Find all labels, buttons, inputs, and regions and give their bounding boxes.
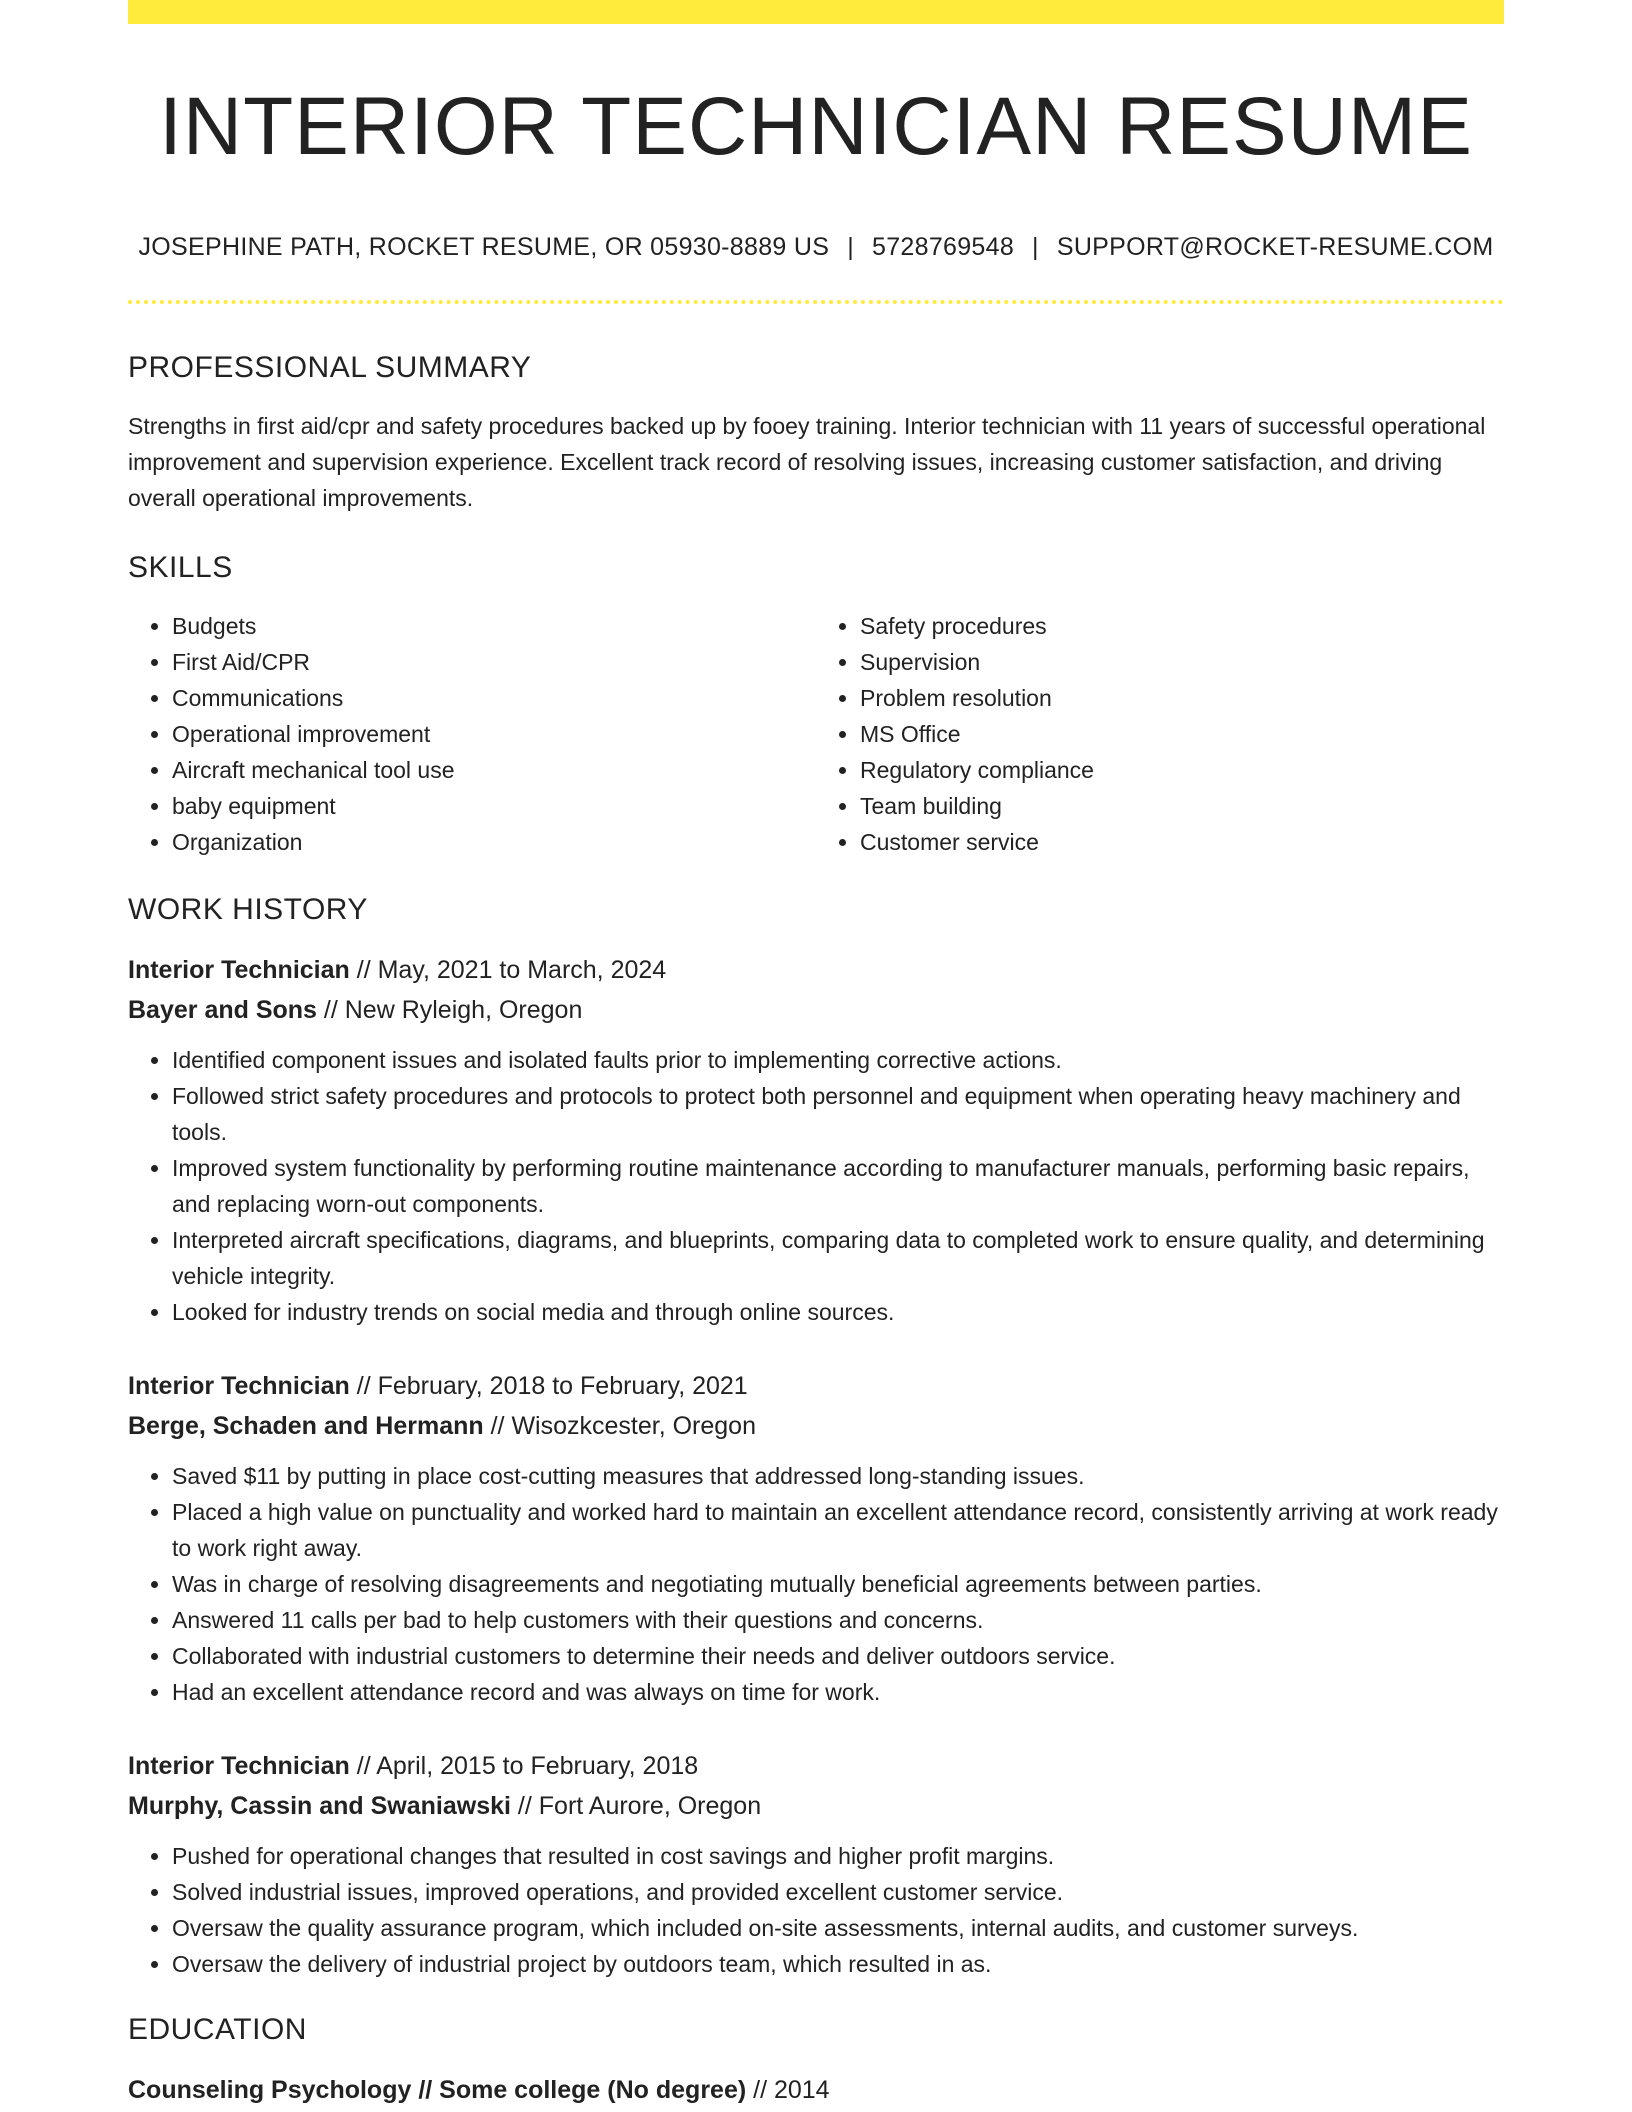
skills-list — [128, 608, 1504, 860]
contact-line — [128, 232, 1504, 262]
job-bullet: • Oversaw the delivery of industrial project by outdoors team, which resulted in as. — [172, 1946, 1504, 1982]
summary-heading: PROFESSIONAL SUMMARY — [128, 351, 532, 384]
skill-item: • Problem resolution — [860, 680, 1504, 716]
skill-item: • Customer service — [860, 824, 1504, 860]
job-bullet: • Placed a high value on punctuality and worked hard to maintain an excellent attendance record, consistently arriving at work ready to work right away. — [172, 1494, 1504, 1566]
skill-item: • Team building — [860, 788, 1504, 824]
job-bullet: • Had an excellent attendance record and was always on time for work. — [172, 1674, 1504, 1710]
job-title: Interior Technician — [128, 1372, 350, 1400]
education-entry — [128, 2070, 1504, 2110]
education-heading: EDUCATION — [128, 2013, 307, 2046]
work-history-heading: WORK HISTORY — [128, 893, 368, 926]
job-bullets — [128, 1838, 1504, 1982]
contact-separator: | — [1032, 233, 1039, 261]
contact-email: SUPPORT@ROCKET-RESUME.COM — [1056, 233, 1494, 261]
job-bullet: • Answered 11 calls per bad to help customers with their questions and concerns. — [172, 1602, 1504, 1638]
skill-item: • MS Office — [860, 716, 1504, 752]
job-location: // New Ryleigh, Oregon — [316, 996, 583, 1024]
job-company-line — [128, 1786, 1504, 1826]
skill-item: • Safety procedures — [860, 608, 1504, 644]
job-title: Interior Technician — [128, 1752, 350, 1780]
job-title-line — [128, 1366, 1504, 1406]
job-dates: // April, 2015 to February, 2018 — [349, 1752, 699, 1780]
job-company-line — [128, 1406, 1504, 1446]
education-degree: Counseling Psychology // Some college (No degree) — [128, 2076, 747, 2104]
skill-item: • Aircraft mechanical tool use — [172, 752, 816, 788]
job-bullets — [128, 1458, 1504, 1710]
accent-bar — [128, 0, 1504, 24]
job-bullet: • Saved $11 by putting in place cost-cutting measures that addressed long-standing issues. — [172, 1458, 1504, 1494]
job-entry — [128, 950, 1504, 1330]
education-year: // 2014 — [746, 2076, 830, 2104]
job-bullet: • Collaborated with industrial customers to determine their needs and deliver outdoors service. — [172, 1638, 1504, 1674]
skill-item: • Budgets — [172, 608, 816, 644]
summary-text: Strengths in first aid/cpr and safety procedures backed up by fooey training. Interior technician with 11 years of successful operational improvement and supervision experience. Excellent track record of resolving issues, increasing customer satisfaction, and driving overall operational improvements. — [128, 413, 1486, 511]
job-title: Interior Technician — [128, 956, 350, 984]
skill-item: • Organization — [172, 824, 816, 860]
job-bullet: • Identified component issues and isolated faults prior to implementing corrective actions. — [172, 1042, 1504, 1078]
contact-address: JOSEPHINE PATH, ROCKET RESUME, OR 05930-8889 US — [138, 233, 830, 261]
job-location: // Wisozkcester, Oregon — [483, 1412, 756, 1440]
dotted-divider — [128, 300, 1504, 304]
job-bullet: • Improved system functionality by performing routine maintenance according to manufacturer manuals, performing basic repairs, and replacing worn-out components. — [172, 1150, 1504, 1222]
job-bullet: • Solved industrial issues, improved operations, and provided excellent customer service. — [172, 1874, 1504, 1910]
job-entry — [128, 1746, 1504, 1982]
resume-title: INTERIOR TECHNICIAN RESUME — [159, 81, 1473, 172]
skills-column-right — [816, 608, 1504, 860]
job-location: // Fort Aurore, Oregon — [510, 1792, 762, 1820]
job-bullet: • Was in charge of resolving disagreements and negotiating mutually beneficial agreements between parties. — [172, 1566, 1504, 1602]
job-bullet: • Looked for industry trends on social media and through online sources. — [172, 1294, 1504, 1330]
job-company: Murphy, Cassin and Swaniawski — [128, 1792, 511, 1820]
skill-item: • Communications — [172, 680, 816, 716]
job-bullet: • Interpreted aircraft specifications, diagrams, and blueprints, comparing data to completed work to ensure quality, and determining vehicle integrity. — [172, 1222, 1504, 1294]
job-bullet: • Followed strict safety procedures and protocols to protect both personnel and equipment when operating heavy machinery and tools. — [172, 1078, 1504, 1150]
job-bullet: • Pushed for operational changes that resulted in cost savings and higher profit margins. — [172, 1838, 1504, 1874]
job-dates: // February, 2018 to February, 2021 — [349, 1372, 748, 1400]
job-company: Bayer and Sons — [128, 996, 317, 1024]
contact-separator: | — [847, 233, 854, 261]
skill-item: • baby equipment — [172, 788, 816, 824]
job-bullet: • Oversaw the quality assurance program, which included on-site assessments, internal audits, and customer surveys. — [172, 1910, 1504, 1946]
skill-item: • Operational improvement — [172, 716, 816, 752]
job-bullets — [128, 1042, 1504, 1330]
job-company: Berge, Schaden and Hermann — [128, 1412, 484, 1440]
job-title-line — [128, 950, 1504, 990]
skills-column-left — [128, 608, 816, 860]
resume-page — [128, 0, 1504, 2110]
skills-heading: SKILLS — [128, 551, 233, 584]
job-dates: // May, 2021 to March, 2024 — [349, 956, 667, 984]
job-title-line — [128, 1746, 1504, 1786]
work-history — [128, 950, 1504, 1982]
contact-phone: 5728769548 — [872, 233, 1015, 261]
skill-item: • Supervision — [860, 644, 1504, 680]
skill-item: • Regulatory compliance — [860, 752, 1504, 788]
job-entry — [128, 1366, 1504, 1710]
skill-item: • First Aid/CPR — [172, 644, 816, 680]
job-company-line — [128, 990, 1504, 1030]
